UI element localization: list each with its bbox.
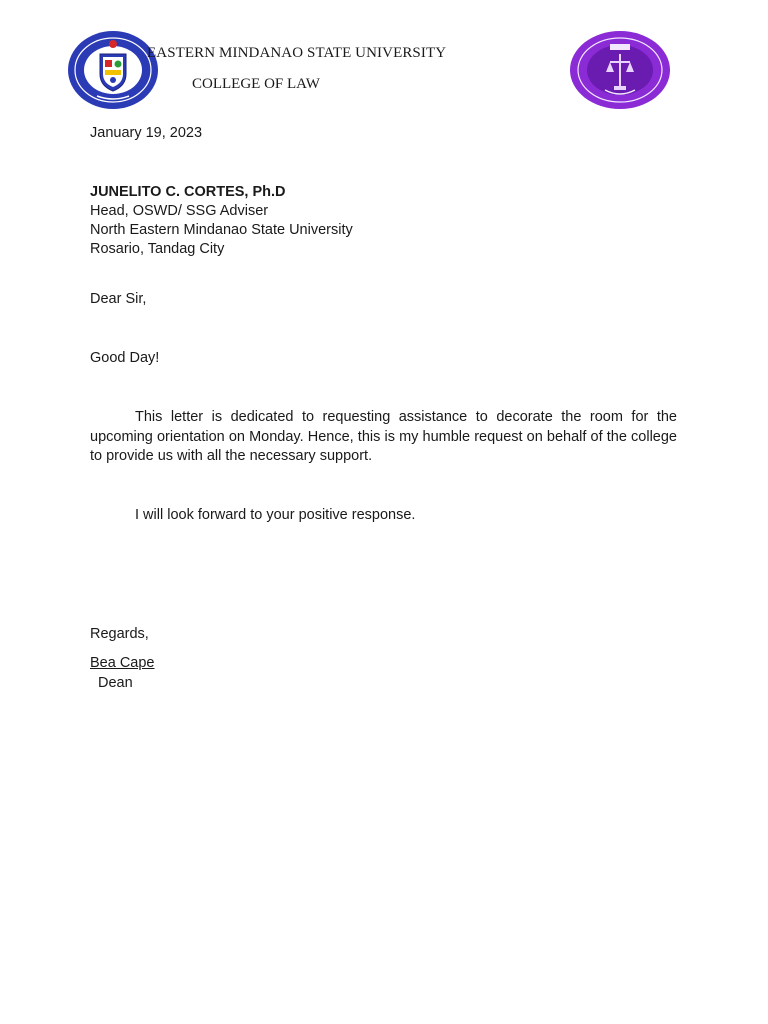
recipient-name: JUNELITO C. CORTES, Ph.D: [90, 184, 286, 200]
letter-date: January 19, 2023: [90, 125, 203, 141]
body-paragraph: This letter is dedicated to requesting assistance to decorate the room for the upcoming orientation on Monday. Hence, this is my humble request on behalf of the college to provide us with all the necessary support.: [90, 409, 677, 464]
college-name: COLLEGE OF LAW: [192, 76, 320, 92]
university-seal-logo: [67, 30, 159, 110]
closing-paragraph: I will look forward to your positive response.: [135, 507, 416, 523]
recipient-address: Rosario, Tandag City: [90, 241, 225, 257]
university-name: EASTERN MINDANAO STATE UNIVERSITY: [147, 45, 447, 61]
closing: Regards,: [90, 626, 149, 642]
signer-name: Bea Cape: [90, 655, 155, 671]
recipient-title: Head, OSWD/ SSG Adviser: [90, 203, 269, 219]
college-of-law-seal-logo: [569, 30, 671, 110]
recipient-institution: North Eastern Mindanao State University: [90, 222, 353, 238]
salutation: Dear Sir,: [90, 291, 147, 307]
signer-title: Dean: [98, 675, 133, 691]
greeting: Good Day!: [90, 350, 160, 366]
